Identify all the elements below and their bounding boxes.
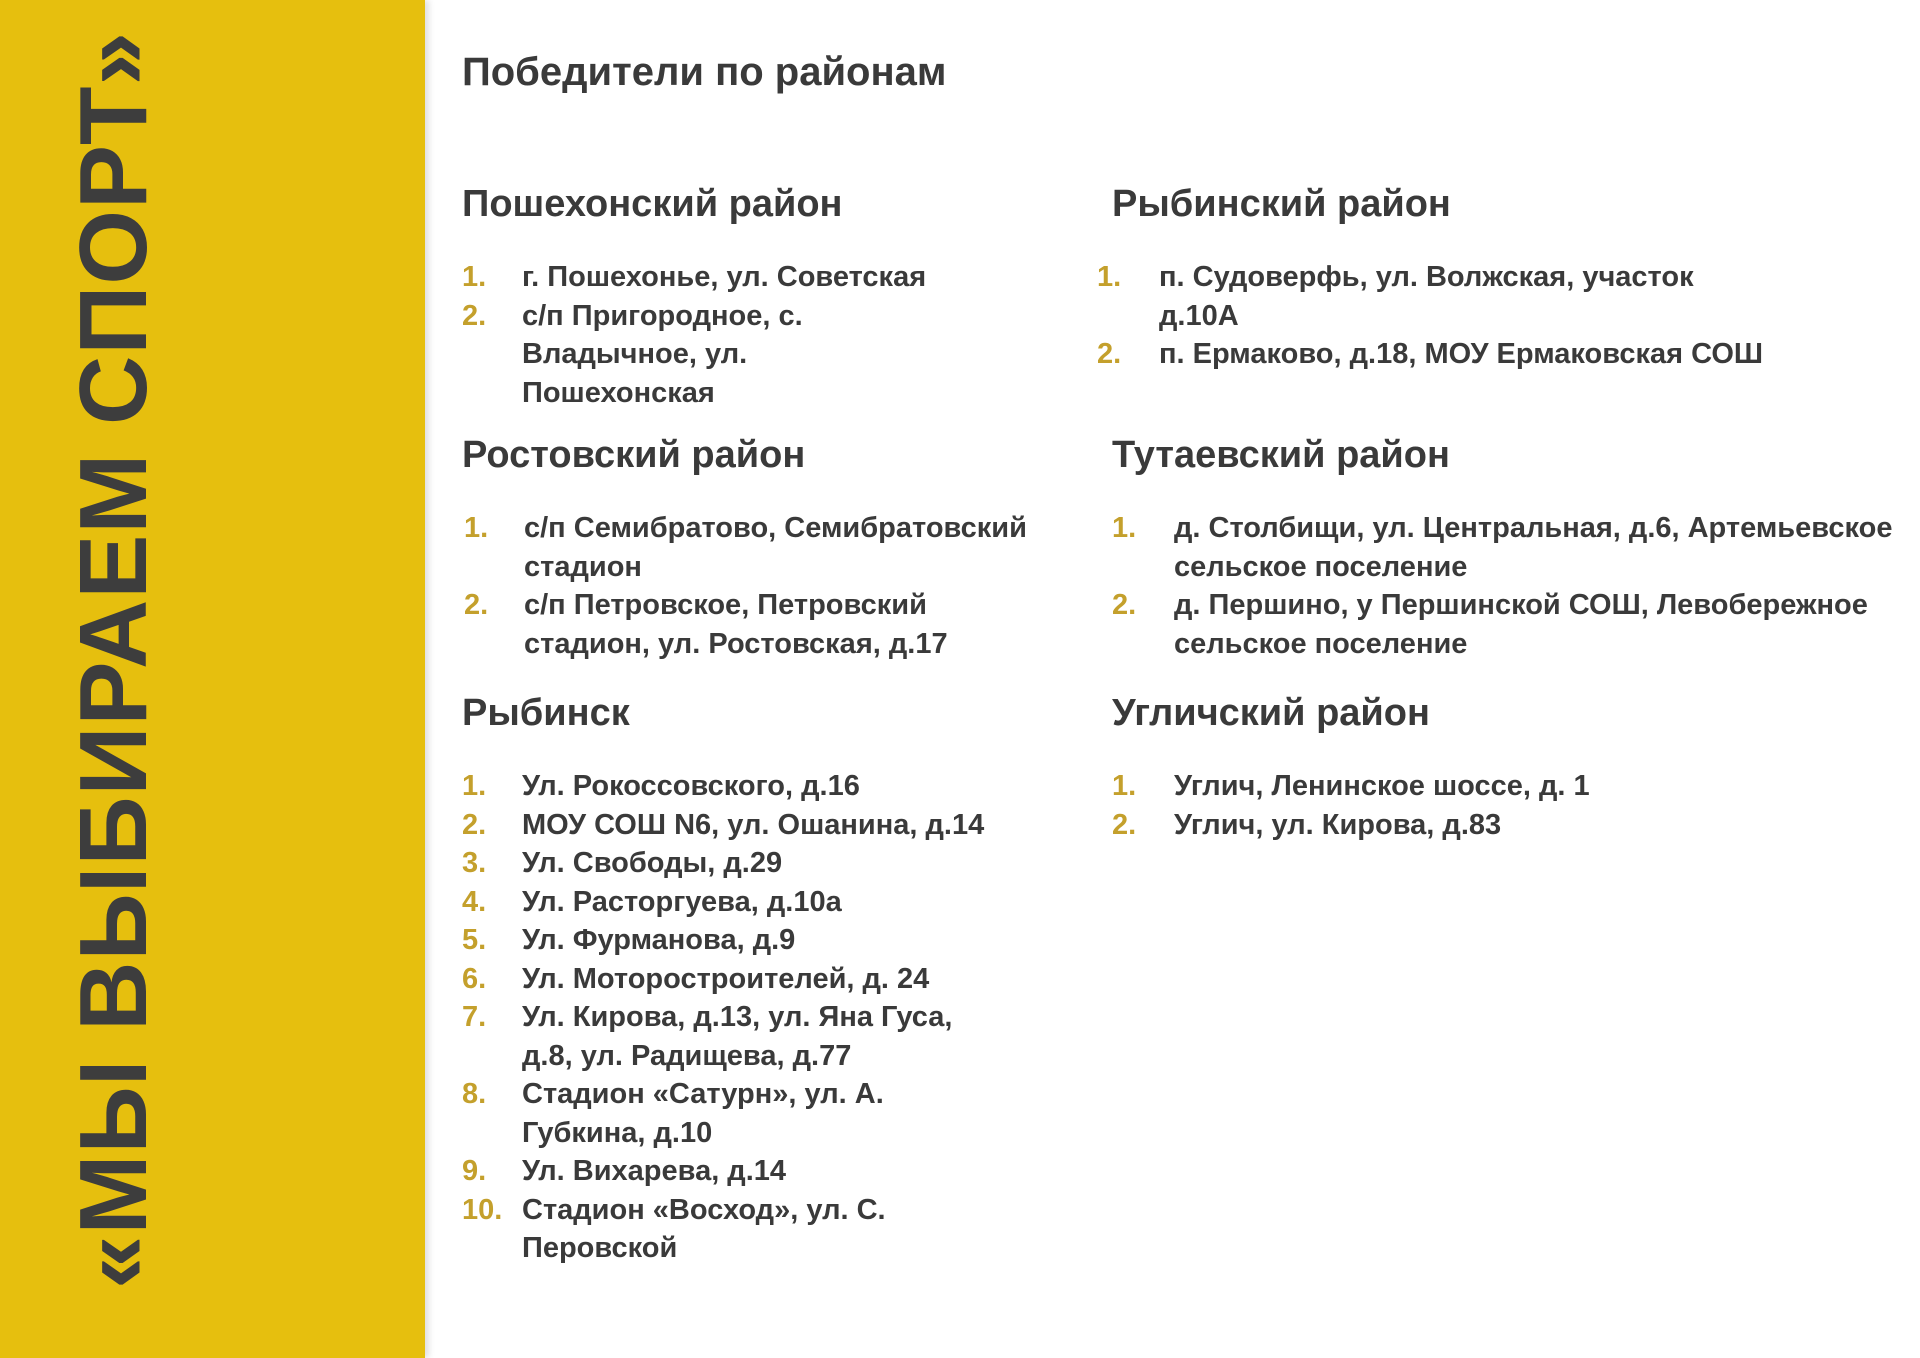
- item-number: 6.: [462, 962, 487, 995]
- item-text: д. Першино, у Першинской СОШ, Левобережное сельское поселение: [1174, 589, 1868, 660]
- winners-list: [462, 767, 1102, 1268]
- item-text: с/п Петровское, Петровский стадион, ул. Ростовская, д.17: [524, 589, 948, 660]
- item-text: с/п Семибратово, Семибратовский стадион: [524, 512, 1027, 583]
- district-section-rostov: [462, 431, 1102, 663]
- item-number: 1.: [464, 512, 489, 544]
- item-number: 10.: [462, 1193, 503, 1226]
- list-item: [1112, 767, 1902, 806]
- winners-list: [462, 258, 1062, 412]
- item-text: Стадион «Восход», ул. С. Перовской: [522, 1193, 886, 1264]
- list-item: [462, 297, 942, 413]
- winners-list: [464, 509, 1102, 663]
- list-item: [462, 806, 1102, 845]
- item-text: Ул. Рокоссовского, д.16: [522, 770, 860, 802]
- district-section-uglich: [1112, 689, 1902, 844]
- winners-list: [1097, 258, 1902, 374]
- item-text: Ул. Расторгуева, д.10а: [522, 885, 842, 918]
- item-text: Углич, Ленинское шоссе, д. 1: [1174, 770, 1590, 802]
- winners-list: [1112, 767, 1902, 844]
- item-text: д. Столбищи, ул. Центральная, д.6, Артемьевское сельское поселение: [1174, 512, 1893, 583]
- district-title: Ростовский район: [462, 434, 806, 476]
- district-section-poshekhon: [462, 180, 1062, 412]
- district-title: Угличский район: [1112, 692, 1430, 734]
- page-title: Победители по районам: [462, 50, 947, 94]
- item-number: 2.: [1097, 338, 1122, 370]
- list-item: [464, 509, 1114, 586]
- item-text: Ул. Вихарева, д.14: [522, 1155, 787, 1187]
- district-title: Рыбинск: [462, 692, 630, 734]
- list-item: [462, 258, 942, 297]
- list-item: [462, 1191, 982, 1268]
- item-number: 9.: [462, 1155, 487, 1187]
- district-title: Пошехонский район: [462, 183, 843, 225]
- list-item: [462, 921, 1102, 960]
- list-item: [1097, 335, 1899, 374]
- list-item: [462, 844, 1102, 883]
- sidebar-banner: [0, 0, 425, 1358]
- list-item: [462, 1152, 1102, 1191]
- list-item: [462, 1075, 982, 1152]
- item-text: Ул. Фурманова, д.9: [522, 924, 796, 956]
- winners-list: [1112, 509, 1902, 663]
- item-number: 2.: [1112, 808, 1137, 841]
- district-title: Рыбинский район: [1112, 183, 1451, 225]
- item-number: 5.: [462, 924, 487, 956]
- item-number: 7.: [462, 1001, 487, 1033]
- item-text: МОУ СОШ N6, ул. Ошанина, д.14: [522, 808, 985, 841]
- district-section-rybinsk: [462, 689, 1102, 1268]
- item-text: п. Ермаково, д.18, МОУ Ермаковская СОШ: [1159, 338, 1764, 370]
- list-item: [462, 998, 982, 1075]
- item-text: Ул. Свободы, д.29: [522, 847, 783, 879]
- list-item: [1112, 806, 1902, 845]
- list-item: [462, 883, 1102, 922]
- list-item: [464, 586, 1024, 663]
- list-item: [1112, 509, 1920, 586]
- item-text: п. Судоверфь, ул. Волжская, участок д.10А: [1159, 261, 1694, 332]
- item-number: 2.: [462, 808, 487, 841]
- list-item: [1097, 258, 1729, 335]
- item-text: с/п Пригородное, с. Владычное, ул. Пошехонская: [522, 299, 803, 409]
- item-number: 1.: [462, 261, 487, 293]
- district-section-rybinsky: [1097, 180, 1902, 374]
- item-text: Ул. Кирова, д.13, ул. Яна Гуса, д.8, ул. Радищева, д.77: [522, 1001, 953, 1072]
- district-section-tutaev: [1112, 431, 1902, 663]
- item-number: 2.: [462, 299, 487, 332]
- item-number: 3.: [462, 847, 487, 879]
- item-number: 2.: [464, 589, 489, 621]
- list-item: [1112, 586, 1920, 663]
- list-item: [462, 960, 1102, 999]
- item-number: 1.: [1112, 512, 1137, 544]
- item-number: 2.: [1112, 589, 1137, 621]
- item-text: Углич, ул. Кирова, д.83: [1174, 808, 1502, 841]
- item-number: 1.: [1097, 261, 1122, 293]
- district-title: Тутаевский район: [1112, 434, 1450, 476]
- item-number: 4.: [462, 885, 487, 918]
- item-text: г. Пошехонье, ул. Советская: [522, 261, 927, 293]
- item-text: Стадион «Сатурн», ул. А. Губкина, д.10: [522, 1078, 884, 1149]
- campaign-title: «МЫ ВЫБИРАЕМ СПОРТ»: [60, 31, 167, 1289]
- item-text: Ул. Моторостроителей, д. 24: [522, 962, 930, 995]
- item-number: 8.: [462, 1078, 487, 1110]
- item-number: 1.: [1112, 770, 1137, 802]
- list-item: [462, 767, 1102, 806]
- item-number: 1.: [462, 770, 487, 802]
